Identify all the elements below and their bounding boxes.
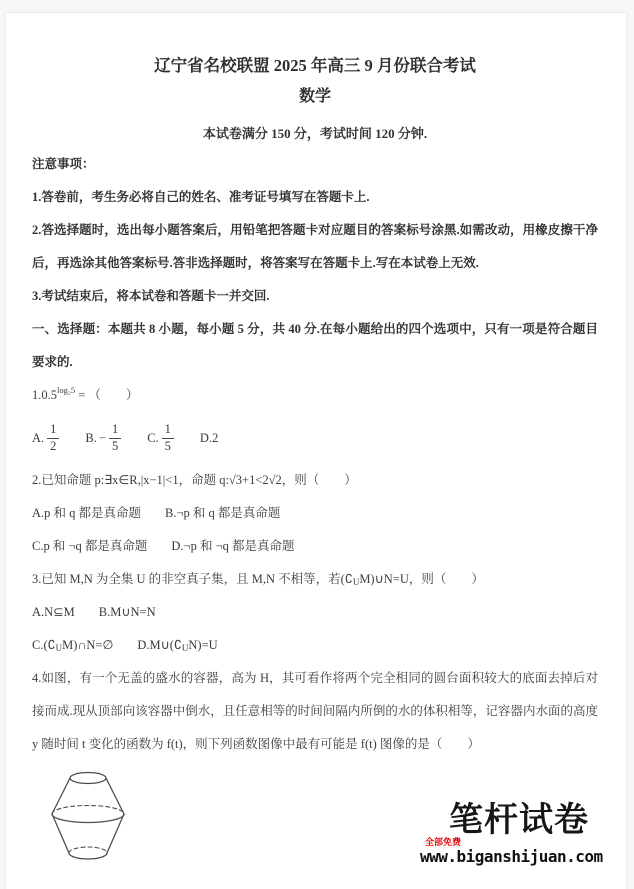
q3-option-a: A.N⊆M <box>32 605 75 619</box>
question-1-options <box>32 412 598 464</box>
exam-info: 本试卷满分 150 分，考试时间 120 分钟. <box>202 126 428 141</box>
q1-option-d-value: 2 <box>212 430 219 445</box>
notice-heading: 注意事项： <box>32 157 95 171</box>
q1-option-b-sign: − <box>98 430 106 445</box>
question-3-stem <box>32 563 598 596</box>
q3-option-b: B.M∪N=N <box>98 605 156 619</box>
notice-item-2: 2.答选择题时，选出每小题答案后，用铅笔把答题卡对应题目的答案标号涂黑.如需改动，用橡皮擦干净后，再选涂其他答案标号.答非选择题时，将答案写在答题卡上.写在本试卷上无效. <box>32 223 598 270</box>
question-3-options-cd <box>32 629 598 662</box>
q3-option-d: $D.M\cup(∁_UN)=U$ <box>137 638 218 653</box>
q1-option-c <box>147 423 174 454</box>
q1-option-d-label: D. <box>199 430 213 445</box>
q1-option-b-fraction: $\frac{1}{5}$ <box>109 423 121 454</box>
q3-stem-pre: 3.已知 M,N 为全集 U 的非空真子集，且 M,N 不相等，若(∁ <box>32 572 353 586</box>
watermark-url: www.biganshijuan.com <box>420 847 603 866</box>
question-2-options-ab <box>32 497 598 530</box>
q3-option-c: $C.(∁_UM)\cap N=\emptyset$ <box>32 638 114 653</box>
q2-option-d: D.¬p 和 ¬q 都是真命题 <box>171 539 295 553</box>
q2-option-b: B.¬p 和 q 都是真命题 <box>165 506 281 520</box>
question-2-stem: 2.已知命题 p:∃x∈R,|x−1|<1，命题 q:√3+1<2√2，则（ ） <box>32 473 357 487</box>
page-title: 辽宁省名校联盟 2025 年高三 9 月份联合考试 <box>154 56 476 75</box>
q2-option-c: C.p 和 ¬q 都是真命题 <box>32 539 148 553</box>
q1-option-b <box>85 423 121 454</box>
q1-stem-post: = （ ） <box>75 388 139 402</box>
q2-option-a: A.p 和 q 都是真命题 <box>32 506 142 520</box>
question-4-stem: 4.如图，有一个无盖的盛水的容器，高为 H，其可看作将两个完全相同的圆台面积较大的底面去掉后对接而成.现从顶部向该容器中倒水，且任意相等的时间间隔内所倒的水的体积相等，记容器内水面的高度 y 随时间 t 变化的函数为 f(t)，则下列函数图像中最有可能是 f(t) 图像的是（ ） <box>32 671 598 751</box>
q3-stem-post: M)∪N=U，则（ ） <box>359 572 484 586</box>
q1-option-a-fraction: $\frac{1}{2}$ <box>47 423 59 454</box>
q1-option-d <box>200 431 218 446</box>
q1-stem-pre: 1.0.5 <box>32 388 57 402</box>
q1-option-b-label: B. <box>85 430 97 445</box>
exam-paper-page <box>5 12 627 889</box>
q1-option-a <box>32 423 59 454</box>
q1-option-c-label: C. <box>147 430 159 445</box>
q3-stem-sub: U <box>352 577 360 587</box>
question-2-options-cd <box>32 530 598 563</box>
question-1-stem <box>32 379 598 412</box>
notice-section <box>32 148 598 874</box>
watermark-free-tag: 全部免费 <box>425 837 462 847</box>
container-top-opening <box>70 773 106 784</box>
title-block <box>32 57 598 141</box>
q1-stem-exponent: log₂5 <box>57 385 76 395</box>
subject-title: 数学 <box>298 88 331 105</box>
section-one-heading: 一、选择题：本题共 8 小题，每小题 5 分，共 40 分.在每小题给出的四个选项中，只有一项是符合题目要求的. <box>32 322 598 369</box>
page-content <box>6 57 626 874</box>
q1-option-c-fraction: $\frac{1}{5}$ <box>162 423 174 454</box>
double-frustum-container-figure <box>40 767 152 869</box>
watermark-brand: 笔杆试卷 <box>449 801 589 839</box>
notice-item-1: 1.答卷前，考生务必将自己的姓名、准考证号填写在答题卡上. <box>32 190 370 204</box>
question-3-options-ab <box>32 596 598 629</box>
notice-item-3: 3.考试结束后，将本试卷和答题卡一并交回. <box>32 289 270 303</box>
q1-option-a-label: A. <box>32 430 45 445</box>
